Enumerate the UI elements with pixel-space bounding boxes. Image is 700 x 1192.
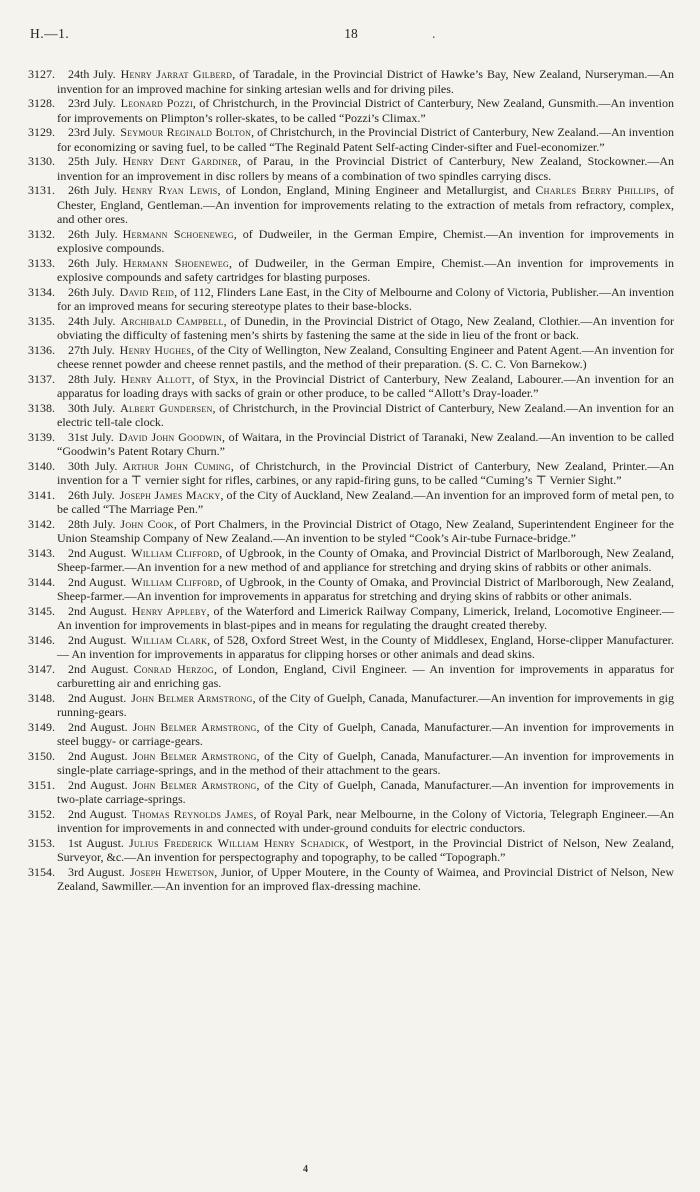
entry-date: 2nd August. [68, 777, 128, 792]
patentee-name: Hermann Shoeneweg [123, 255, 230, 270]
entry-number: 3146. [28, 632, 55, 647]
register-entry [28, 285, 674, 314]
patentee-name: Archibald Campbell [120, 313, 224, 328]
entry-number: 3128. [28, 96, 55, 110]
entry-body [57, 430, 674, 459]
entry-body [57, 807, 674, 836]
entry-text: , of the City of Guelph, Canada, Manufacturer.—An invention for improvements in steel buggy- or carriage-gears. [57, 719, 674, 748]
entry-text: , of the City of Guelph, Canada, Manufacturer.—An invention for improvements in single-plate carriage-springs, and in the method of their attachment to the gears. [57, 748, 674, 777]
patentee-name: Conrad Herzog [133, 661, 214, 676]
entry-text: , of the Waterford and Limerick Railway Company, Limerick, Ireland, Locomotive Engineer.—An invention for improvements in blast-pipes and in means for regulating the draught created thereby. [57, 603, 674, 632]
entry-text: , of Westport, in the Provincial District of Nelson, New Zealand, Surveyor, &c.—An invention for perspectography and topography, to be called “Topograph.” [57, 835, 675, 864]
entries-list [28, 67, 674, 894]
entry-date: 26th July. [68, 183, 117, 197]
patentee-name: Leonard Pozzi [120, 96, 193, 110]
register-entry [28, 183, 674, 227]
entry-body [57, 314, 674, 343]
entry-body [57, 720, 674, 749]
entry-date: 26th July. [68, 284, 115, 299]
entry-body [57, 401, 674, 430]
register-entry [28, 662, 674, 691]
entry-number: 3137. [28, 371, 55, 386]
entry-text: , of London, England, Mining Engineer and Metallurgist, and [217, 183, 536, 197]
entry-text: , of the City of Auckland, New Zealand.—An invention for an improved form of metal pen, to be called “The Marriage Pen.” [57, 487, 675, 516]
entry-date: 26th July. [68, 226, 118, 241]
register-entry [28, 575, 674, 604]
register-entry [28, 401, 674, 430]
entry-body [57, 285, 674, 314]
entry-body [57, 227, 674, 256]
patentee-name: Joseph Hewetson [129, 864, 215, 879]
entry-text: , of London, England, Civil Engineer. — An invention for improvements in apparatus for carburetting air and enriching gas. [57, 661, 675, 690]
entry-text: , of the City of Wellington, New Zealand, Consulting Engineer and Patent Agent.—An invention for cheese rennet powder and cheese rennet pastils, and the method of their preparation. (S. C. C. Von Barnekow.) [57, 342, 674, 371]
register-entry [28, 865, 674, 894]
entry-number: 3147. [28, 661, 55, 676]
patentee-name: Charles Berry Phillips [535, 183, 656, 197]
entry-date: 23rd July. [68, 96, 116, 110]
entry-number: 3130. [28, 154, 55, 168]
register-entry [28, 125, 674, 154]
entry-date: 23rd July. [68, 125, 116, 139]
entry-date: 31st July. [68, 429, 114, 444]
entry-body [57, 865, 674, 894]
patentee-name: Arthur John Cuming [122, 458, 231, 473]
register-entry [28, 604, 674, 633]
register-entry [28, 836, 674, 865]
register-entry [28, 256, 674, 285]
entry-date: 24th July. [68, 67, 116, 81]
entry-text: , of Dudweiler, in the German Empire, Chemist.—An invention for improvements in explosive compounds. [57, 226, 675, 255]
patentee-name: John Belmer Armstrong [132, 748, 257, 763]
entry-body [57, 459, 674, 488]
entry-number: 3131. [28, 183, 55, 197]
entry-body [57, 749, 674, 778]
entry-number: 3141. [28, 487, 55, 502]
entry-number: 3150. [28, 748, 55, 763]
entry-text: , of 112, Flinders Lane East, in the City of Melbourne and Colony of Victoria, Publisher.—An invention for an improved means for securing stereotype plates to their base-blocks. [57, 284, 675, 313]
register-entry [28, 372, 674, 401]
entry-text: , of Dunedin, in the Provincial District of Otago, New Zealand, Clothier.—An invention for obviating the difficulty of fastening men’s shirts by fastening the same at the side in lieu of the front or back. [57, 313, 674, 342]
document-reference: H.—1. [30, 26, 70, 41]
register-entry [28, 67, 674, 96]
entry-number: 3145. [28, 603, 55, 618]
entry-date: 30th July. [68, 458, 118, 473]
entry-body [57, 691, 674, 720]
entry-number: 3133. [28, 255, 55, 270]
entry-date: 30th July. [68, 400, 116, 415]
entry-date: 28th July. [68, 516, 116, 531]
entry-number: 3153. [28, 835, 55, 850]
patentee-name: John Belmer Armstrong [132, 719, 257, 734]
entry-text: , of 528, Oxford Street West, in the County of Middlesex, England, Horse-clipper Manufacturer. — An invention for improvements in apparatus for clipping horses or other animals and dead skins. [57, 632, 674, 661]
entry-number: 3151. [28, 777, 55, 792]
entry-date: 28th July. [68, 371, 116, 386]
entry-text: , of the City of Guelph, Canada, Manufacturer.—An invention for improvements in two-plate carriage-springs. [57, 777, 674, 806]
entry-body [57, 517, 674, 546]
entry-date: 24th July. [68, 313, 116, 328]
entry-body [57, 96, 674, 125]
entry-number: 3148. [28, 690, 55, 705]
entry-text: , of Royal Park, near Melbourne, in the Colony of Victoria, Telegraph Engineer.—An invention for improvements in and connected with under-ground conduits for electric conductors. [57, 806, 674, 835]
ink-speck: . [432, 26, 436, 41]
entry-body [57, 256, 674, 285]
register-entry [28, 807, 674, 836]
entry-text: , Junior, of Upper Moutere, in the County of Waimea, and Provincial District of Nelson, New Zealand, Sawmiller.—An invention for an improved flax-dressing machine. [57, 864, 675, 893]
entry-date: 25th July. [68, 154, 118, 168]
entry-number: 3138. [28, 400, 55, 415]
entry-date: 2nd August. [68, 806, 127, 821]
entry-date: 26th July. [68, 255, 119, 270]
entry-number: 3129. [28, 125, 55, 139]
patentee-name: Julius Frederick William Henry Schadick [128, 835, 346, 850]
patentee-name: William Clark [131, 632, 208, 647]
entry-number: 3149. [28, 719, 55, 734]
entry-number: 3132. [28, 226, 55, 241]
entry-body [57, 67, 674, 96]
entry-text: , of Christchurch, in the Provincial District of Canterbury, New Zealand, Gunsmith.—An invention for improvements on Plimpton’s roller-skates, to be called “Pozzi’s Climax.” [57, 96, 674, 125]
entry-number: 3134. [28, 284, 55, 299]
entry-date: 2nd August. [68, 545, 127, 560]
register-entry [28, 96, 674, 125]
entry-text: , of Ugbrook, in the County of Omaka, and Provincial District of Marlborough, New Zealand, Sheep-farmer.—An invention for improvements in apparatus for stretching and drying skins of rabbits or other animals. [57, 574, 674, 603]
entry-text: , of the City of Guelph, Canada, Manufacturer.—An invention for improvements in gig running-gears. [57, 690, 675, 719]
entry-text: , of Christchurch, in the Provincial District of Canterbury, New Zealand, Printer.—An invention for a ⊤ vernier sight for rifles, carbines, or any rapid-firing guns, to be called “Cuming’s ⊤ Vernier Sight.” [57, 458, 674, 487]
entry-number: 3136. [28, 342, 55, 357]
patentee-name: John Cook [120, 516, 174, 531]
entry-body [57, 125, 674, 154]
register-entry [28, 459, 674, 488]
patentee-name: David Reid [119, 284, 175, 299]
entry-date: 2nd August. [68, 690, 127, 705]
register-entry [28, 778, 674, 807]
entry-date: 2nd August. [68, 632, 127, 647]
patentee-name: William Clifford [131, 574, 220, 589]
patentee-name: William Clifford [131, 545, 220, 560]
patentee-name: Hermann Schoeneweg [122, 226, 234, 241]
register-entry [28, 633, 674, 662]
entry-text: , of Christchurch, in the Provincial District of Canterbury, New Zealand.—An invention for economizing or saving fuel, to be called “The Reginald Patent Self-acting Cinder-sifter and Fuel-economizer.” [57, 125, 674, 154]
entry-date: 27th July. [68, 342, 115, 357]
entry-body [57, 778, 674, 807]
entry-body [57, 575, 674, 604]
patentee-name: Thomas Reynolds James [131, 806, 254, 821]
page-number: 18 [344, 26, 358, 41]
register-entry [28, 546, 674, 575]
entry-number: 3139. [28, 429, 55, 444]
entry-date: 3rd August. [68, 864, 125, 879]
entry-text: , of Ugbrook, in the County of Omaka, and Provincial District of Marlborough, New Zealand, Sheep-farmer.—An invention for a new method of and appliance for stretching and drying skins of rabbits or other animals. [57, 545, 674, 574]
entry-number: 3144. [28, 574, 55, 589]
patentee-name: John Belmer Armstrong [132, 777, 257, 792]
entry-text: , of Christchurch, in the Provincial District of Canterbury, New Zealand.—An invention for an electric tell-tale clock. [57, 400, 674, 429]
register-entry [28, 343, 674, 372]
entry-number: 3140. [28, 458, 55, 473]
entry-number: 3127. [28, 67, 55, 81]
entry-date: 2nd August. [68, 719, 128, 734]
entry-number: 3142. [28, 516, 55, 531]
entry-text: , of Port Chalmers, in the Provincial District of Otago, New Zealand, Superintendent Engineer for the Union Steamship Company of New Zealand.—An invention to be styled “Cook’s Air-tube Furnace-bridge.” [57, 516, 674, 545]
entry-body [57, 546, 674, 575]
entry-text: , of Taradale, in the Provincial District of Hawke’s Bay, New Zealand, Nurseryman.—An invention for an improved machine for sinking artesian wells and for driving piles. [57, 67, 674, 96]
patentee-name: Henry Jarrat Gilberd [120, 67, 233, 81]
patentee-name: Henry Hughes [119, 342, 192, 357]
entry-number: 3154. [28, 864, 55, 879]
patentee-name: Henry Appleby [131, 603, 207, 618]
entry-date: 2nd August. [68, 748, 128, 763]
patentee-name: Albert Gundersen [120, 400, 213, 415]
entry-text: , of Chester, England, Gentleman.—An invention for improvements relating to the extraction of metals from refractory, complex, and other ores. [57, 183, 675, 226]
entry-text: , of Styx, in the Provincial District of Canterbury, New Zealand, Labourer.—An invention for an apparatus for loading drays with sacks of grain or other produce, to be called “Allott’s Dray-loader.” [57, 371, 674, 400]
entry-body [57, 604, 674, 633]
entry-text: , of Parau, in the Provincial District of Canterbury, New Zealand, Stockowner.—An invention for an improvement in disc rollers by means of a combination of two spindles carrying discs. [57, 154, 674, 183]
entry-body [57, 183, 674, 226]
entry-body [57, 343, 674, 372]
entry-body [57, 633, 674, 662]
entry-date: 26th July. [68, 487, 115, 502]
register-entry [28, 720, 674, 749]
entry-body [57, 372, 674, 401]
patentee-name: Henry Allott [120, 371, 192, 386]
register-entry [28, 430, 674, 459]
printer-signature-mark: 4 [303, 1164, 308, 1175]
entry-text: , of Dudweiler, in the German Empire, Chemist.—An invention for improvements in explosive compounds and safety cartridges for blasting purposes. [57, 255, 675, 284]
entry-date: 2nd August. [68, 661, 129, 676]
entry-body [57, 154, 674, 183]
patentee-name: Seymour Reginald Bolton [120, 125, 252, 139]
register-entry [28, 488, 674, 517]
entry-date: 2nd August. [68, 574, 127, 589]
register-entry [28, 749, 674, 778]
register-entry [28, 517, 674, 546]
entry-body [57, 836, 674, 865]
register-entry [28, 691, 674, 720]
patentee-name: John Belmer Armstrong [131, 690, 253, 705]
entry-body [57, 662, 674, 691]
entry-text: , of Waitara, in the Provincial District of Taranaki, New Zealand.—An invention to be called “Goodwin’s Patent Rotary Churn.” [57, 429, 675, 458]
page-header [28, 27, 674, 45]
entry-number: 3135. [28, 313, 55, 328]
entry-number: 3143. [28, 545, 55, 560]
register-entry [28, 227, 674, 256]
register-entry [28, 154, 674, 183]
register-entry [28, 314, 674, 343]
entry-number: 3152. [28, 806, 55, 821]
entry-date: 1st August. [68, 835, 124, 850]
patentee-name: Joseph James Macky [119, 487, 221, 502]
patentee-name: David John Goodwin [118, 429, 223, 444]
entry-date: 2nd August. [68, 603, 127, 618]
patentee-name: Henry Ryan Lewis [121, 183, 218, 197]
entry-body [57, 488, 674, 517]
patentee-name: Henry Dent Gardiner [122, 154, 238, 168]
